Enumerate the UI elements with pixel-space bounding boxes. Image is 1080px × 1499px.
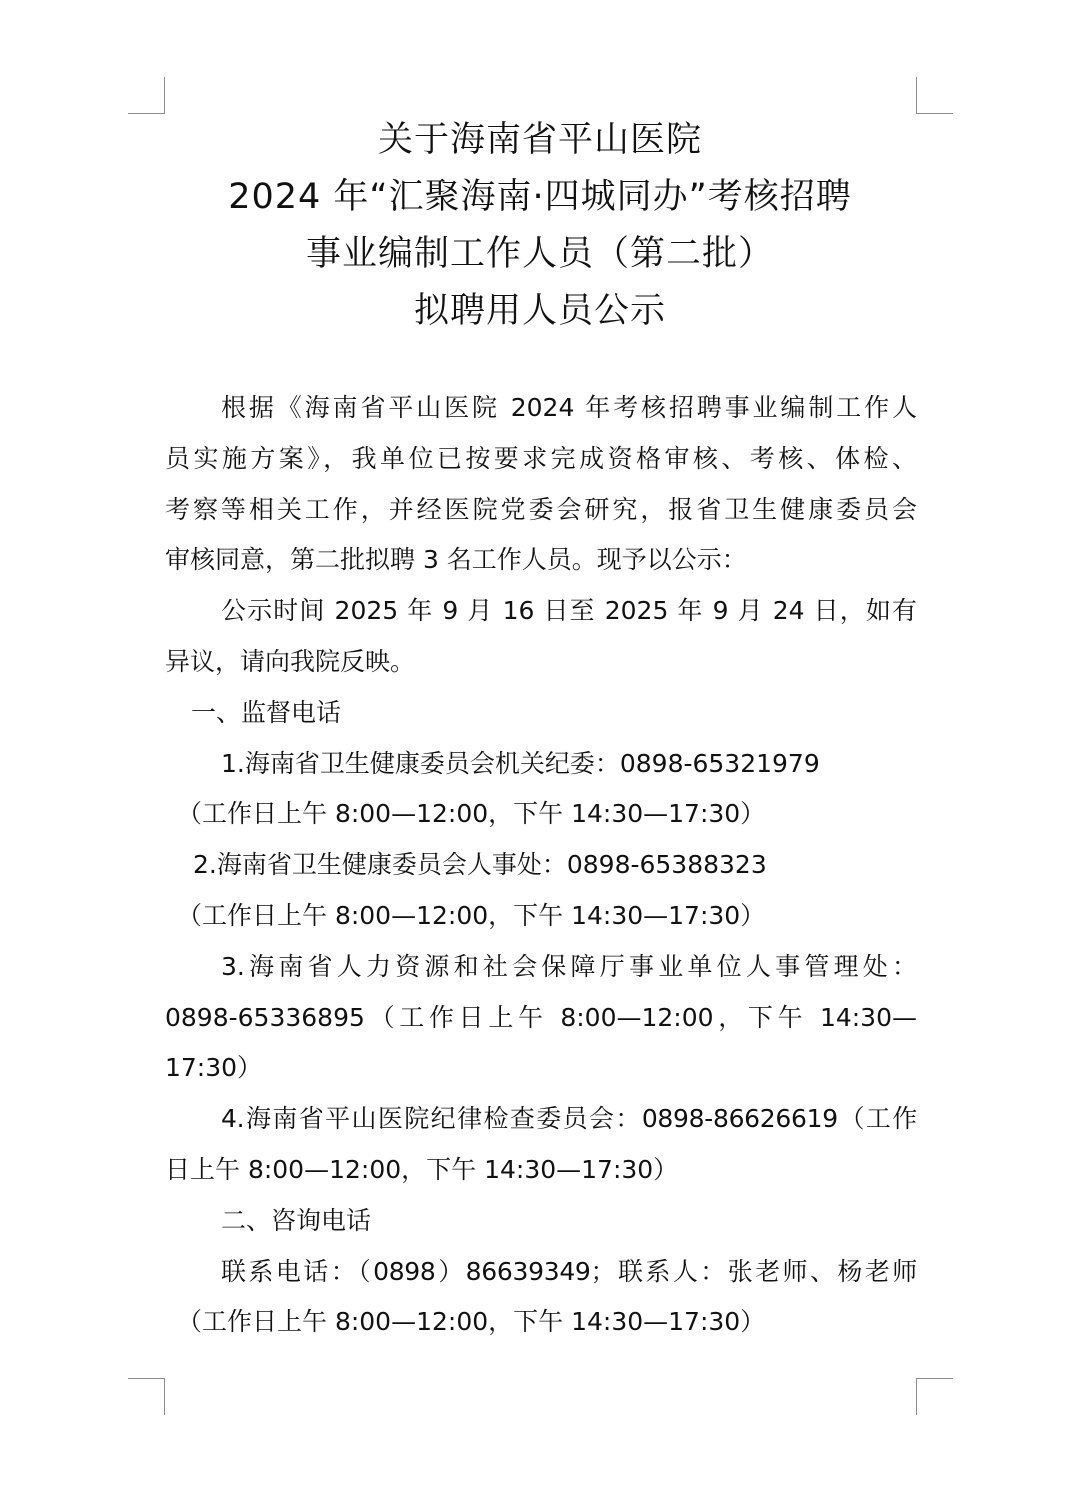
consultation-section [165,1196,917,1348]
consultation-heading: 二、咨询电话 [221,1205,372,1235]
consultation-line-1: 联系电话：（0898）86639349；联系人：张老师、杨老师 [221,1256,917,1286]
basis-line-1: 根据《海南省平山医院 2024 年考核招聘事业编制工作人 [221,393,917,422]
basis-paragraph [165,383,917,586]
document-title [0,112,1080,340]
supervision-item-1-line-2: （工作日上午 8:00—12:00，下午 14:30—17:30） [177,799,766,829]
period-line-2: 异议，请向我院反映。 [165,646,416,676]
supervision-section [165,688,917,1196]
supervision-item-4-line-1: 4.海南省平山医院纪律检查委员会：0898-86626619（工作 [221,1104,917,1134]
supervision-item-4-line-2: 日上午 8:00—12:00，下午 14:30—17:30） [165,1154,679,1184]
consultation-line-2: （工作日上午 8:00—12:00，下午 14:30—17:30） [177,1307,766,1337]
title-line-2: 2024 年“汇聚海南·四城同办”考核招聘 [228,177,852,217]
document-body [165,383,917,1348]
crop-mark-bottom-left [128,1378,165,1415]
basis-line-4: 审核同意，第二批拟聘 3 名工作人员。现予以公示： [165,545,747,575]
title-line-4: 拟聘用人员公示 [413,291,666,331]
title-line-3: 事业编制工作人员（第二批） [305,234,774,274]
title-line-1: 关于海南省平山医院 [377,120,702,160]
period-line-1: 公示时间 2025 年 9 月 16 日至 2025 年 9 月 24 日，如有 [221,596,917,626]
supervision-item-2-line-2: （工作日上午 8:00—12:00，下午 14:30—17:30） [177,900,766,930]
crop-mark-top-right [916,77,953,114]
publicity-period-paragraph [165,586,917,688]
crop-mark-bottom-right [916,1378,953,1415]
supervision-item-3-line-3: 17:30） [165,1053,263,1083]
basis-line-3: 考察等相关工作，并经医院党委会研究，报省卫生健康委员会 [165,494,917,524]
supervision-item-1-line-1: 1.海南省卫生健康委员会机关纪委：0898-65321979 [221,748,820,778]
supervision-item-3-line-1: 3.海南省人力资源和社会保障厅事业单位人事管理处： [221,951,917,981]
crop-mark-top-left [128,77,165,114]
supervision-item-2-line-1: 2.海南省卫生健康委员会人事处：0898-65388323 [193,850,767,880]
supervision-heading: 一、监督电话 [191,697,342,727]
supervision-item-3-line-2: 0898-65336895（工作日上午 8:00—12:00，下午 14:30— [165,1002,917,1032]
basis-line-2: 员实施方案》，我单位已按要求完成资格审核、考核、体检、 [165,443,917,473]
